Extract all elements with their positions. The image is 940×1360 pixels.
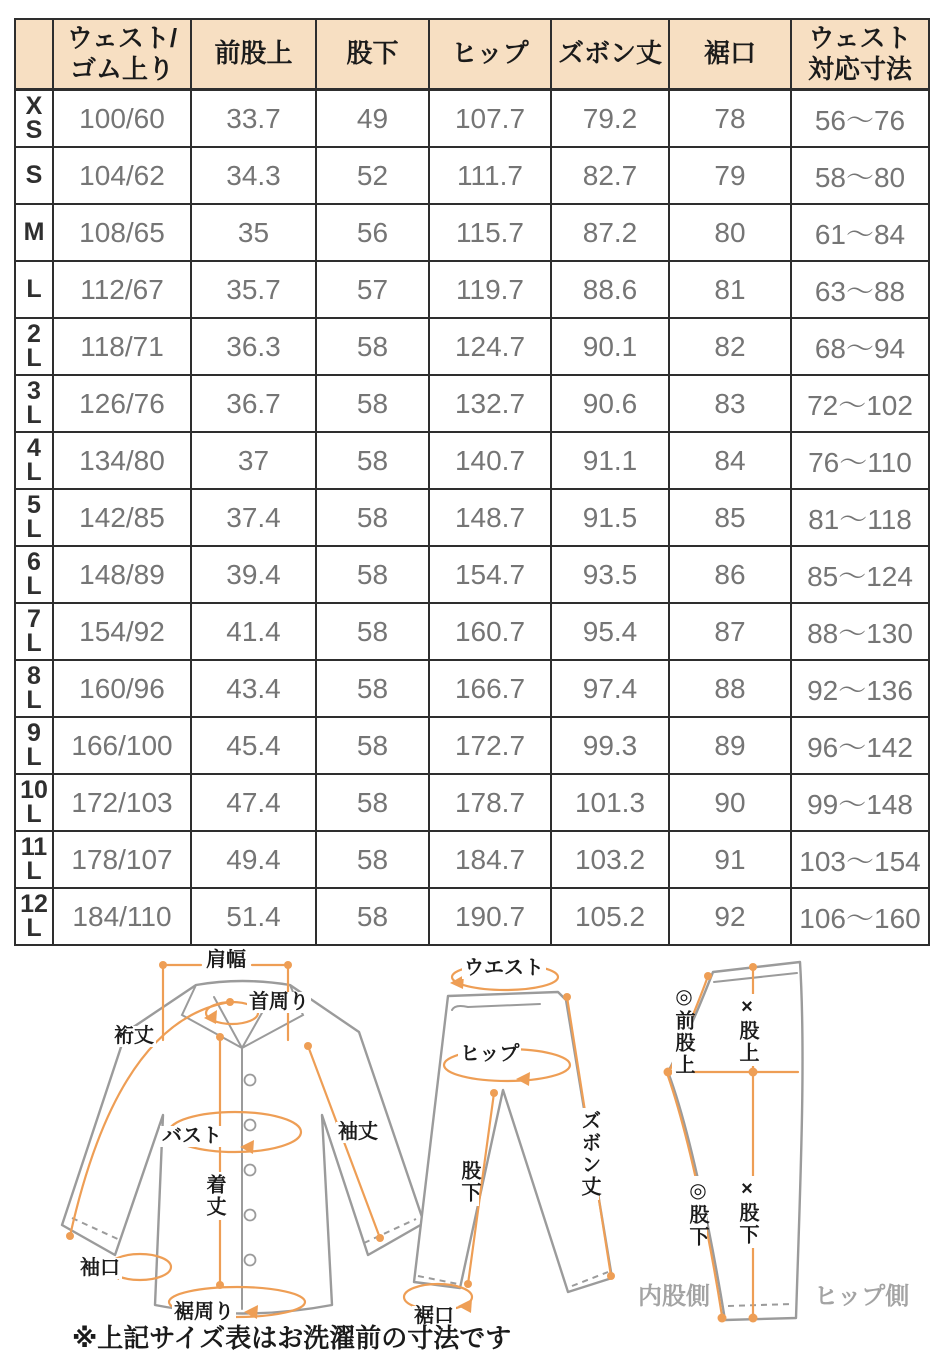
size-label: X S [15, 90, 53, 148]
measurement-cell: 58 [316, 717, 429, 774]
header-row [15, 19, 929, 90]
measurement-cell: 96〜142 [791, 717, 929, 774]
measurement-cell: 118/71 [53, 318, 191, 375]
measurement-cell: 178.7 [429, 774, 551, 831]
measure-dot [563, 993, 571, 1001]
pre-wash-note: ※上記サイズ表はお洗濯前の寸法です [72, 1323, 512, 1353]
measurement-cell: 112/67 [53, 261, 191, 318]
measurement-cell: 58 [316, 318, 429, 375]
measurement-cell: 140.7 [429, 432, 551, 489]
measurement-cell: 58 [316, 489, 429, 546]
measurement-cell: 47.4 [191, 774, 316, 831]
pants-hip-label: ヒップ [460, 1043, 520, 1065]
header-front-rise: 前股上 [191, 19, 316, 90]
measurement-cell: 166.7 [429, 660, 551, 717]
pattern-rise-label: ×股上 [736, 996, 758, 1064]
measurement-cell: 58 [316, 546, 429, 603]
measurement-cell: 58 [316, 375, 429, 432]
table-row [15, 831, 929, 888]
shirt-body-length-label: 着丈 [203, 1174, 225, 1218]
measurement-cell: 63〜88 [791, 261, 929, 318]
measurement-cell: 126/76 [53, 375, 191, 432]
measurement-cell: 184/110 [53, 888, 191, 945]
measurement-cell: 142/85 [53, 489, 191, 546]
shirt-yuki-label: 裄丈 [114, 1025, 154, 1047]
measurement-cell: 104/62 [53, 147, 191, 204]
measurement-cell: 58 [316, 660, 429, 717]
table-row [15, 717, 929, 774]
measurement-cell: 41.4 [191, 603, 316, 660]
size-label: 4 L [15, 432, 53, 489]
pattern-inner-side-label: 内股側 [638, 1283, 710, 1310]
measurement-cell: 100/60 [53, 90, 191, 148]
size-label: 11 L [15, 831, 53, 888]
shirt-cuff-label: 袖口 [80, 1257, 120, 1279]
table-row [15, 888, 929, 945]
table-row [15, 546, 929, 603]
size-label: M [15, 204, 53, 261]
measurement-cell: 82 [669, 318, 791, 375]
measurement-cell: 34.3 [191, 147, 316, 204]
size-label: 2 L [15, 318, 53, 375]
size-label: 9 L [15, 717, 53, 774]
measurement-cell: 36.3 [191, 318, 316, 375]
size-label: 5 L [15, 489, 53, 546]
shirt-neck-label: 首周り [249, 991, 309, 1013]
measurement-diagrams [0, 940, 940, 1360]
header-waist-elastic: ウェスト/ ゴム上り [53, 19, 191, 90]
pants-hem-label: 裾口 [414, 1305, 454, 1327]
table-row [15, 318, 929, 375]
measurement-cell: 99.3 [551, 717, 669, 774]
size-label: 7 L [15, 603, 53, 660]
measurement-cell: 58 [316, 831, 429, 888]
measurement-cell: 76〜110 [791, 432, 929, 489]
measurement-cell: 43.4 [191, 660, 316, 717]
measurement-cell: 36.7 [191, 375, 316, 432]
measurement-cell: 57 [316, 261, 429, 318]
size-table-body [15, 90, 929, 946]
measurement-cell: 87 [669, 603, 791, 660]
measurement-cell: 111.7 [429, 147, 551, 204]
table-row [15, 90, 929, 148]
measurement-cell: 37.4 [191, 489, 316, 546]
table-row [15, 375, 929, 432]
measurement-cell: 166/100 [53, 717, 191, 774]
measurement-cell: 90.6 [551, 375, 669, 432]
measure-dot [749, 1314, 758, 1323]
measurement-cell: 88〜130 [791, 603, 929, 660]
size-label: S [15, 147, 53, 204]
measurement-cell: 81 [669, 261, 791, 318]
size-table [14, 18, 930, 946]
measurement-cell: 51.4 [191, 888, 316, 945]
measurement-cell: 160/96 [53, 660, 191, 717]
pants-hem-arrow [458, 1299, 472, 1313]
measure-dot [718, 1314, 727, 1323]
measurement-cell: 190.7 [429, 888, 551, 945]
shirt-button [245, 1120, 256, 1131]
pants-inseam-label: 股下 [458, 1160, 480, 1204]
size-label: 8 L [15, 660, 53, 717]
size-label: L [15, 261, 53, 318]
measurement-cell: 86 [669, 546, 791, 603]
measurement-cell: 91 [669, 831, 791, 888]
measurement-cell: 91.5 [551, 489, 669, 546]
measurement-cell: 61〜84 [791, 204, 929, 261]
measurement-cell: 58 [316, 603, 429, 660]
measurement-cell: 37 [191, 432, 316, 489]
measurement-cell: 154/92 [53, 603, 191, 660]
measurement-cell: 178/107 [53, 831, 191, 888]
measure-dot [607, 1272, 615, 1280]
pattern-inseam-a-label: ◎股下 [686, 1178, 708, 1248]
measure-dot [304, 1042, 312, 1050]
measurement-cell: 83 [669, 375, 791, 432]
measure-dot [66, 1232, 74, 1240]
measurement-cell: 72〜102 [791, 375, 929, 432]
measurement-cell: 58 [316, 432, 429, 489]
measurement-cell: 103.2 [551, 831, 669, 888]
table-row [15, 660, 929, 717]
measurement-cell: 80 [669, 204, 791, 261]
measurement-cell: 56〜76 [791, 90, 929, 148]
measurement-cell: 49 [316, 90, 429, 148]
measurement-cell: 91.1 [551, 432, 669, 489]
measurement-cell: 108/65 [53, 204, 191, 261]
measurement-cell: 52 [316, 147, 429, 204]
size-label: 12 L [15, 888, 53, 945]
measurement-cell: 148.7 [429, 489, 551, 546]
measurement-cell: 33.7 [191, 90, 316, 148]
shirt-button [245, 1165, 256, 1176]
measure-dot [226, 998, 234, 1006]
measurement-cell: 172.7 [429, 717, 551, 774]
measurement-cell: 84 [669, 432, 791, 489]
measurement-cell: 148/89 [53, 546, 191, 603]
measurement-cell: 58 [316, 888, 429, 945]
pants-length-label: ズボン丈 [578, 1110, 600, 1198]
shirt-hem-around-label: 裾周り [174, 1301, 234, 1323]
table-row [15, 147, 929, 204]
measurement-cell: 132.7 [429, 375, 551, 432]
measurement-cell: 56 [316, 204, 429, 261]
header-corner-cell [15, 19, 53, 90]
size-table-header [15, 19, 929, 90]
measurement-cell: 35.7 [191, 261, 316, 318]
header-hem: 裾口 [669, 19, 791, 90]
measurement-cell: 103〜154 [791, 831, 929, 888]
measure-dot [376, 1234, 384, 1242]
measurement-cell: 88.6 [551, 261, 669, 318]
pattern-inseam-b-label: ×股下 [736, 1178, 758, 1246]
measurement-cell: 68〜94 [791, 318, 929, 375]
measure-dot [216, 1033, 224, 1041]
shirt-button [245, 1075, 256, 1086]
size-label: 6 L [15, 546, 53, 603]
table-row [15, 261, 929, 318]
measure-dot [490, 1089, 498, 1097]
measure-dot [704, 972, 712, 980]
measurement-cell: 79 [669, 147, 791, 204]
measurement-cell: 92 [669, 888, 791, 945]
measurement-cell: 97.4 [551, 660, 669, 717]
shirt-button [245, 1210, 256, 1221]
measurement-cell: 105.2 [551, 888, 669, 945]
measure-dot [159, 961, 167, 969]
measurement-cell: 79.2 [551, 90, 669, 148]
measure-dot [284, 961, 292, 969]
table-row [15, 432, 929, 489]
pattern-hip-side-label: ヒップ側 [814, 1283, 910, 1310]
measurement-cell: 95.4 [551, 603, 669, 660]
shirt-sleeve-length-label: 袖丈 [338, 1121, 378, 1143]
measurement-cell: 81〜118 [791, 489, 929, 546]
measurement-cell: 184.7 [429, 831, 551, 888]
measurement-cell: 45.4 [191, 717, 316, 774]
header-pants-length: ズボン丈 [551, 19, 669, 90]
measurement-cell: 172/103 [53, 774, 191, 831]
table-row [15, 489, 929, 546]
measurement-cell: 87.2 [551, 204, 669, 261]
measurement-cell: 39.4 [191, 546, 316, 603]
shirt-bust-label: バスト [162, 1125, 222, 1147]
measurement-cell: 99〜148 [791, 774, 929, 831]
measurement-cell: 134/80 [53, 432, 191, 489]
table-row [15, 204, 929, 261]
measurement-cell: 93.5 [551, 546, 669, 603]
measurement-cell: 89 [669, 717, 791, 774]
size-label: 10 L [15, 774, 53, 831]
header-waist-range: ウェスト 対応寸法 [791, 19, 929, 90]
shirt-shoulder-width-label: 肩幅 [206, 949, 246, 971]
measurement-cell: 85 [669, 489, 791, 546]
measurement-cell: 124.7 [429, 318, 551, 375]
header-hip: ヒップ [429, 19, 551, 90]
measure-dot [464, 1280, 472, 1288]
pattern-front-rise-label: ◎前股上 [672, 984, 694, 1076]
measurement-cell: 85〜124 [791, 546, 929, 603]
measurement-cell: 35 [191, 204, 316, 261]
measurement-cell: 160.7 [429, 603, 551, 660]
measurement-cell: 106〜160 [791, 888, 929, 945]
measurement-cell: 88 [669, 660, 791, 717]
table-row [15, 603, 929, 660]
measurement-cell: 82.7 [551, 147, 669, 204]
measurement-cell: 92〜136 [791, 660, 929, 717]
measurement-cell: 49.4 [191, 831, 316, 888]
measurement-cell: 78 [669, 90, 791, 148]
measurement-cell: 119.7 [429, 261, 551, 318]
shirt-button [245, 1255, 256, 1266]
measurement-cell: 58〜80 [791, 147, 929, 204]
measurement-cell: 58 [316, 774, 429, 831]
size-label: 3 L [15, 375, 53, 432]
measurement-cell: 115.7 [429, 204, 551, 261]
pants-waist-label: ウエスト [464, 957, 544, 979]
table-row [15, 774, 929, 831]
measure-dot [749, 963, 757, 971]
measurement-cell: 107.7 [429, 90, 551, 148]
measurement-cell: 90 [669, 774, 791, 831]
measurement-cell: 154.7 [429, 546, 551, 603]
header-inseam: 股下 [316, 19, 429, 90]
measurement-cell: 90.1 [551, 318, 669, 375]
measurement-cell: 101.3 [551, 774, 669, 831]
